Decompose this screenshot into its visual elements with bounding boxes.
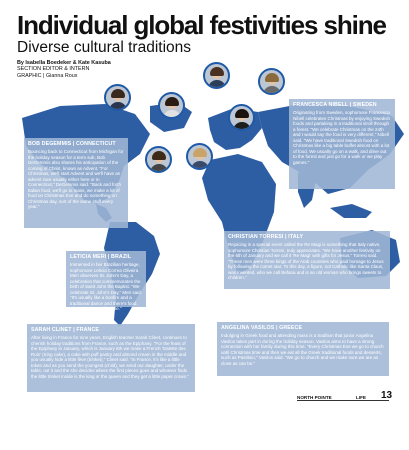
profile-name: ANGELINA VASILOS | GREECE — [221, 325, 303, 331]
portrait-angelina-vasilos — [228, 104, 255, 131]
profile-name: FRANCESCA NIBELL | SWEDEN — [293, 102, 377, 108]
byline-role: SECTION EDITOR & INTERN — [17, 66, 90, 73]
profile-card-angelina-vasilos — [217, 322, 389, 376]
page-subtitle: Diverse cultural traditions — [17, 39, 192, 56]
profile-name: SARAH CLINET | FRANCE — [31, 327, 100, 333]
profile-text: After living in France for nine years, English teacher Sarah Clinet, continues to cherish holiday traditions from France, such as the Epiphany. "For the feast of the Epiphany in January, which is January 6th we make a French 'Galette des Rois' (King cake), a cake with puff pastry and almond cream in the middle and you usually hide a little fève (trinket)," Clinet said. "In France, it's like a little token and as you send the youngest (child), we send our daughter, under the table, out it and the she decides where the first pieces goes and whoever finds the little trinket inside is the king or the queen and they get a little paper crown." — [31, 335, 189, 379]
footer-category: LIFE — [356, 395, 366, 400]
profile-name: CHRISTIAN TORRESI | ITALY — [228, 234, 304, 240]
indonesia-shape — [330, 204, 372, 218]
byline-graphic: GRAPHIC | Gianna Roux — [17, 72, 78, 79]
profile-text: Bouncing back to Connecticut from Michigan for the holiday season for a term sub, Bob DeGemmis also shares his anticipation of the coming of Christ, known as Advent. "For Christmas, we'll start Advent and we'll have an advent race usually either here or in Connecticut," DeGemmis said. "Back and forth Italian food, we'll go to mass, we make a lot of food on Christmas Eve and do something on Christmas day, sort of the same stuff every year." — [28, 149, 124, 209]
profile-card-francesca-nibell — [289, 99, 395, 189]
portrait-sarah-clinet — [145, 146, 172, 173]
footer-rule — [297, 400, 389, 401]
portrait-francesca-nibell — [258, 68, 285, 95]
profile-text: Indulging in Greek food and attending mass is a tradition that junior Angelina Vasilos takes part in during the holiday season. Vasilos aims to have a strong connection with her family during this time. "Every Christmas Eve we go to church until Christmas time and then we eat all the Greek traditional foods and desserts, such as Pastitsio," Vasilos said. "We go to church and we make sure we are as close as can be." — [221, 333, 384, 366]
profile-text: Rejoicing in a special event called the Re Magi is something that Italy native, sophomore Christian Torresi, truly appreciates. "We have another festivity on the 6th of January and we call it 'Re Magi' with gifts for Jesus," Torresi said. "These men were three kings of the Arab countries who paid homage to Jesus by following the comet star. To this day, a figure, not Catholic like Santa Claus, was invented, who we call Befana and is an old woman who brings sweets to children." — [228, 242, 384, 280]
byline-authors: By Isabella Boedeker & Kate Kasuba — [17, 60, 111, 66]
portrait-christian-torresi — [203, 62, 230, 89]
profile-text: Originating from Sweden, sophomore Francesca Nibell celebrates Christmas by enjoying Swedish foods and partaking in a traditional stroll through a forest. "We celebrate Christmas on the 24th and I would say the food is very different," Nibell said. "We have traditional Swedish food on Christmas like a big table buffet almost with a lot of food. We usually go on a walk, and drive out to the forest and just go for a walk or we play games." — [293, 110, 391, 165]
profile-card-leticia-meri — [66, 251, 146, 311]
portrait-bob-degemmis — [104, 84, 131, 111]
byline — [17, 60, 111, 79]
profile-card-bob-degemmis — [24, 138, 128, 228]
profile-name: BOB DEGEMMIS | CONNECTICUT — [28, 141, 116, 147]
page-title: Individual global festivities shine — [17, 10, 386, 40]
profile-card-sarah-clinet — [27, 324, 195, 392]
portrait-leticia-meri — [158, 92, 185, 119]
profile-card-christian-torresi — [224, 231, 390, 289]
profile-name: LETICIA MERI | BRAZIL — [70, 254, 132, 260]
profile-text: Immersed in her Brazilian heritage, sophomore Leticia Correa Oliveira Meri observes St. John's Day, a celebration that commemorates the birth of Saint John the Baptist. "We celebrate St. John's Day," Meri said. "It's usually like a bonfire and a traditional dance and there's food. There is no specific date." — [70, 262, 142, 311]
portrait-student — [186, 143, 213, 170]
footer-section: NORTH POINTE — [297, 395, 332, 400]
page-number: 13 — [381, 390, 393, 401]
